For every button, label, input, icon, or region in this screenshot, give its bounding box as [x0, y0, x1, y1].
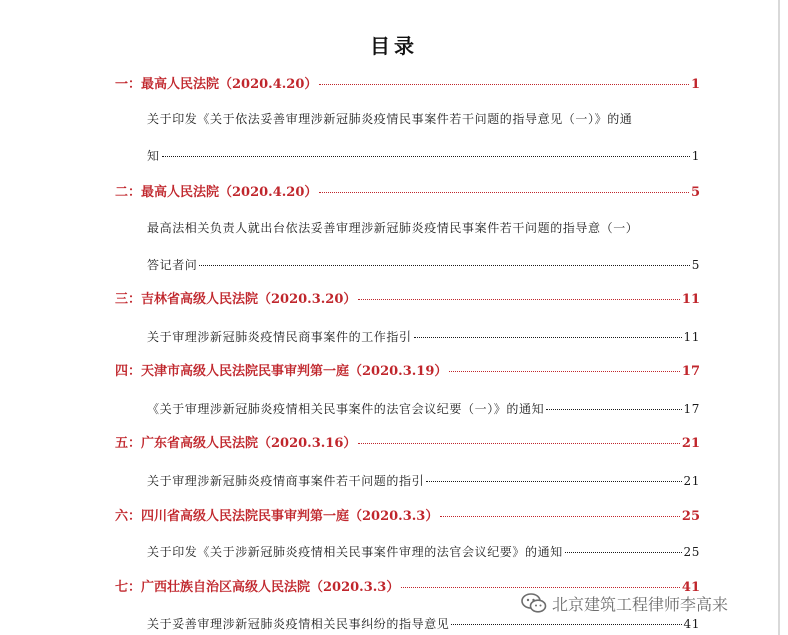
toc-entry-6[interactable]: [147, 542, 700, 562]
toc-section-4[interactable]: [115, 362, 700, 382]
entry-text: 《关于审理涉新冠肺炎疫情相关民事案件的法官会议纪要（一）》的通知: [147, 402, 545, 416]
watermark: [520, 590, 768, 616]
leader-dots: [546, 409, 681, 410]
section-heading: 六：四川省高级人民法院民事审判第一庭（2020.3.3）: [115, 509, 439, 524]
toc-entry-1[interactable]: [147, 146, 700, 166]
leader-dots: [319, 192, 689, 193]
leader-dots: [358, 443, 680, 444]
toc-entry-2[interactable]: [147, 255, 700, 275]
page-number: 41: [681, 580, 700, 595]
toc-section-6[interactable]: [115, 507, 700, 527]
section-heading: 一：最高人民法院（2020.4.20）: [115, 77, 318, 92]
entry-text: 关于妥善审理涉新冠肺炎疫情相关民事纠纷的指导意见: [147, 617, 450, 631]
page-number: 25: [683, 545, 700, 559]
leader-dots: [451, 624, 681, 625]
section-heading: 二：最高人民法院（2020.4.20）: [115, 185, 318, 200]
entry-text: 知: [147, 149, 160, 163]
entry-text: 关于审理涉新冠肺炎疫情商事案件若干问题的指引: [147, 474, 425, 488]
page-number: 17: [681, 364, 700, 379]
leader-dots: [199, 265, 689, 266]
page-number: 5: [691, 258, 700, 272]
section-heading: 四：天津市高级人民法院民事审判第一庭（2020.3.19）: [115, 364, 448, 379]
page-number: 41: [683, 617, 700, 631]
toc-section-3[interactable]: [115, 290, 700, 310]
toc-section-2[interactable]: [115, 183, 700, 203]
page-number: 21: [683, 474, 700, 488]
toc-title: 目录: [370, 34, 418, 58]
toc-entry-3[interactable]: [147, 327, 700, 347]
page-number: 11: [681, 292, 700, 307]
entry-text: 关于审理涉新冠肺炎疫情民商事案件的工作指引: [147, 330, 412, 344]
section-heading: 七：广西壮族自治区高级人民法院（2020.3.3）: [115, 580, 400, 595]
leader-dots: [358, 299, 680, 300]
page-number: 5: [690, 185, 700, 200]
wechat-icon: [520, 592, 548, 614]
page-number: 1: [691, 149, 700, 163]
leader-dots: [401, 587, 680, 588]
toc-entry-2-line1[interactable]: 最高法相关负责人就出台依法妥善审理涉新冠肺炎疫情民事案件若干问题的指导意（一）: [147, 221, 639, 235]
toc-entry-4[interactable]: [147, 399, 700, 419]
toc-entry-5[interactable]: [147, 471, 700, 491]
watermark-text: 北京建筑工程律师李高来: [552, 594, 729, 614]
page-number: 25: [681, 509, 700, 524]
page-edge: [778, 0, 780, 635]
section-heading: 三：吉林省高级人民法院（2020.3.20）: [115, 292, 357, 307]
leader-dots: [319, 84, 689, 85]
leader-dots: [414, 337, 682, 338]
page-number: 1: [690, 77, 700, 92]
page-number: 17: [683, 402, 700, 416]
leader-dots: [426, 481, 681, 482]
entry-text: 关于印发《关于涉新冠肺炎疫情相关民事案件审理的法官会议纪要》的通知: [147, 545, 563, 559]
page-number: 11: [683, 330, 700, 344]
toc-section-1[interactable]: [115, 75, 700, 95]
page-number: 21: [681, 436, 700, 451]
leader-dots: [162, 156, 690, 157]
section-heading: 五：广东省高级人民法院（2020.3.16）: [115, 436, 357, 451]
toc-section-5[interactable]: [115, 434, 700, 454]
leader-dots: [449, 371, 680, 372]
toc-entry-1-line1[interactable]: 关于印发《关于依法妥善审理涉新冠肺炎疫情民事案件若干问题的指导意见（一）》的通: [147, 112, 633, 126]
leader-dots: [565, 552, 682, 553]
toc-entry-7[interactable]: [147, 614, 700, 634]
entry-text: 答记者问: [147, 258, 198, 272]
leader-dots: [440, 516, 680, 517]
